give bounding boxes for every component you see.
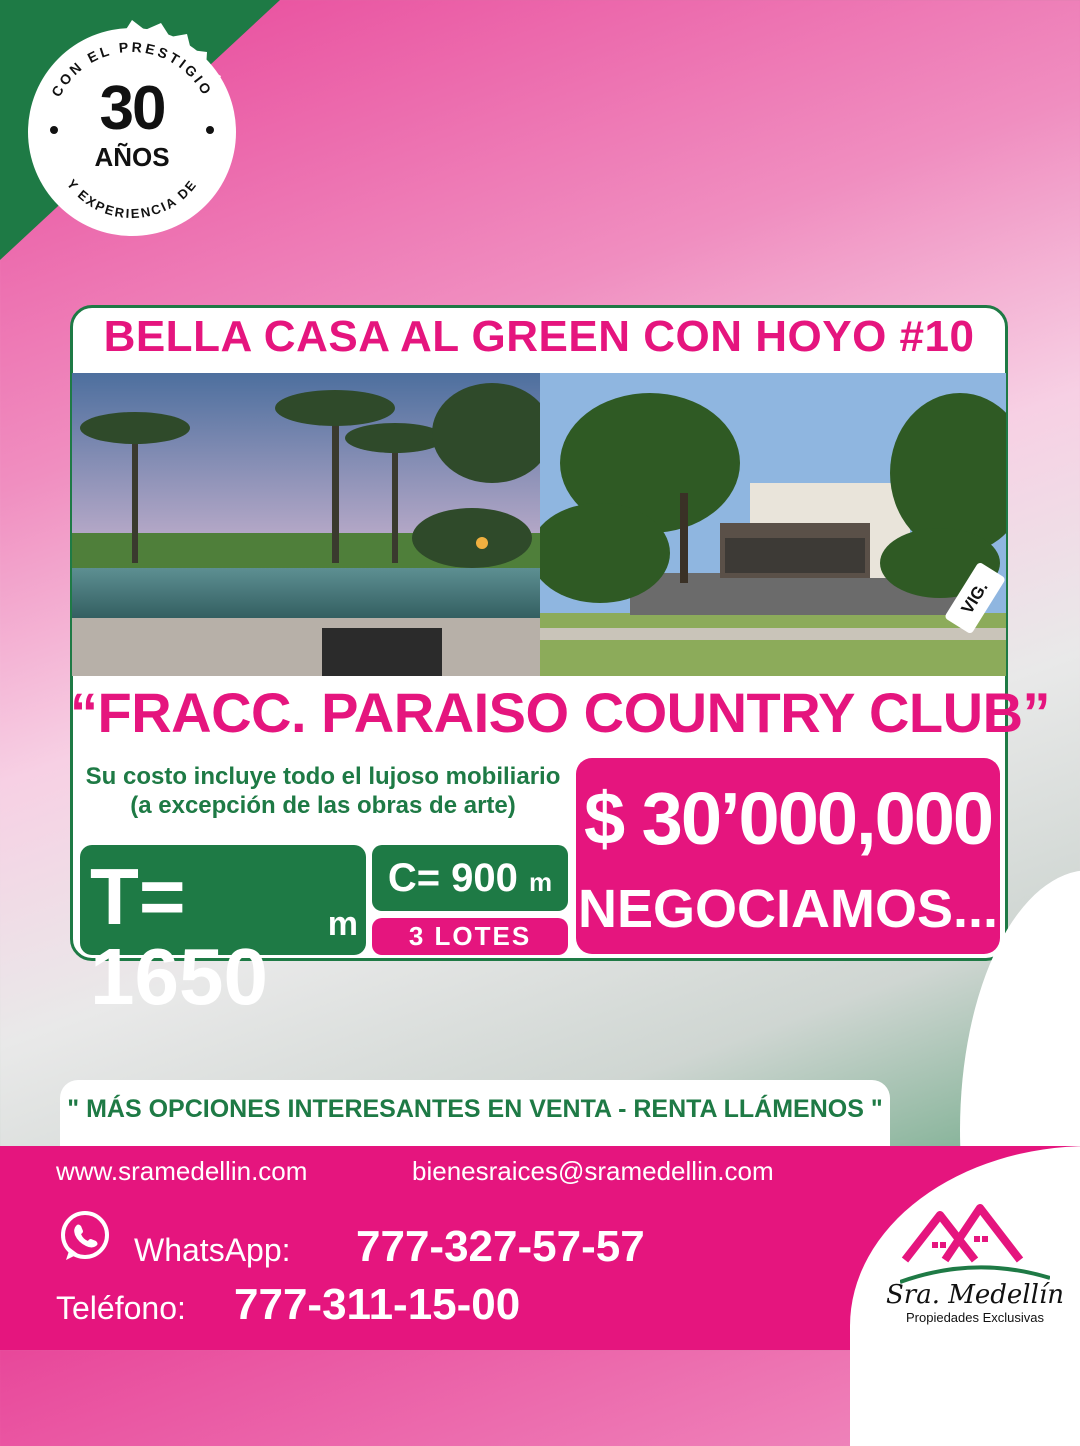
terrain-box <box>80 845 366 1021</box>
badge-bottom-arc: Y EXPERIENCIA DE <box>63 176 201 222</box>
phone-number[interactable]: 777-311-15-00 <box>234 1280 521 1329</box>
brand-name: Sra. Medellín <box>885 1280 1064 1310</box>
house-photo <box>540 373 1006 676</box>
includes-note <box>78 762 568 820</box>
pool-golf-photo <box>72 373 540 676</box>
development-name: “FRACC. PARAISO COUNTRY CLUB” <box>70 681 1051 744</box>
price-box <box>576 758 1000 954</box>
email-link[interactable]: bienesraices@sramedellin.com <box>412 1156 774 1186</box>
badge-top-arc: CON EL PRESTIGIO <box>48 38 216 100</box>
includes-line-2: (a excepción de las obras de arte) <box>130 792 516 819</box>
negotiable-label: NEGOCIAMOS... <box>577 879 999 939</box>
includes-line-1: Su costo incluye todo el lujoso mobiliario <box>85 763 561 790</box>
construction-unit: m <box>529 867 553 897</box>
construction-box <box>372 845 568 911</box>
house-roof-logo <box>900 1200 1050 1290</box>
website-link[interactable]: www.sramedellin.com <box>56 1156 308 1186</box>
whatsapp-number[interactable]: 777-327-57-57 <box>356 1222 645 1271</box>
listing-headline: BELLA CASA AL GREEN CON HOYO #10 <box>103 312 975 361</box>
price: $ 30’000,000 <box>583 777 993 860</box>
brand-tagline: Propiedades Exclusivas <box>905 1310 1045 1325</box>
whatsapp-icon <box>56 1208 114 1266</box>
badge-unit: AÑOS <box>94 142 170 172</box>
construction-value: C= 900 <box>387 856 518 900</box>
phone-label: Teléfono: <box>56 1290 186 1326</box>
terrain-unit: m <box>327 905 358 943</box>
terrain-value: T= 1650 <box>90 852 268 1021</box>
lots-badge: 3 LOTES <box>372 918 568 955</box>
whatsapp-label: WhatsApp: <box>134 1232 291 1268</box>
badge-number: 30 <box>99 74 165 143</box>
vig-tag: VIG. <box>944 562 1006 635</box>
more-options-text: " MÁS OPCIONES INTERESANTES EN VENTA - RENTA LLÁMENOS " <box>67 1095 883 1123</box>
